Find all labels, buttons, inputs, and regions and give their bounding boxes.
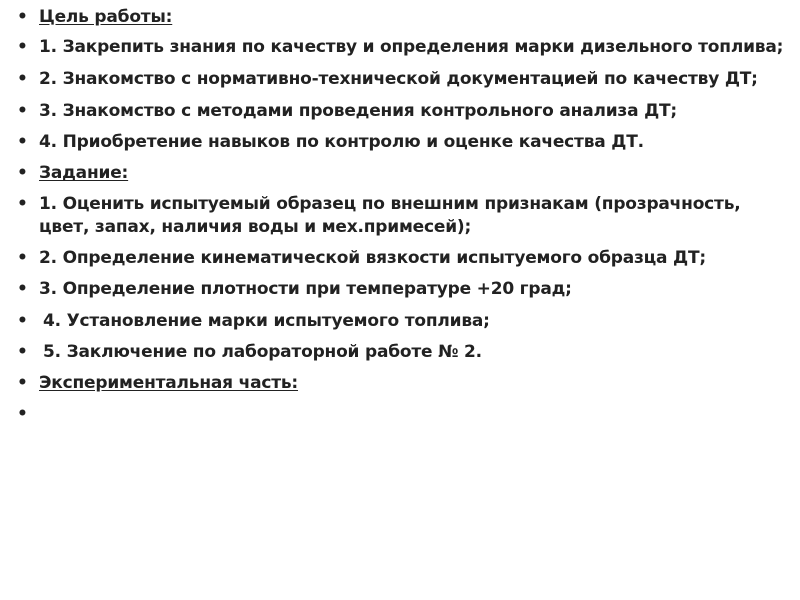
bullet-list: [17, 6, 792, 424]
list-item: [17, 68, 792, 91]
bullet-icon: •: [17, 342, 28, 362]
bullet-icon: •: [17, 373, 28, 393]
list-item: [17, 193, 792, 239]
list-item-text: 4. Приобретение навыков по контролю и оценке качества ДТ.: [39, 132, 644, 152]
list-item-text: 3. Знакомство с методами проведения контрольного анализа ДТ;: [39, 101, 678, 121]
bullet-icon: •: [17, 69, 28, 89]
bullet-icon: •: [17, 163, 28, 183]
list-item-experimental-heading: [17, 372, 792, 395]
list-item-text: 1. Оценить испытуемый образец по внешним признакам (прозрачность, цвет, запах, наличия воды и мех.примесей);: [39, 194, 741, 237]
list-item-text: 2. Определение кинематической вязкости испытуемого образца ДТ;: [39, 248, 706, 268]
list-item: [17, 310, 792, 333]
list-item-task-heading: [17, 162, 792, 185]
bullet-icon: •: [17, 194, 28, 214]
list-item: [17, 100, 792, 123]
task-heading: Задание:: [39, 163, 129, 183]
experimental-heading: Экспериментальная часть:: [39, 373, 299, 393]
list-item: [17, 247, 792, 270]
list-item: [17, 341, 792, 364]
bullet-icon: •: [17, 311, 28, 331]
bullet-icon: •: [17, 248, 28, 268]
bullet-icon: •: [17, 404, 28, 424]
bullet-icon: •: [17, 101, 28, 121]
list-item-text: 1. Закрепить знания по качеству и определения марки дизельного топлива;: [39, 37, 784, 57]
bullet-icon: •: [17, 132, 28, 152]
bullet-icon: •: [17, 7, 28, 27]
list-item-text: 2. Знакомство с нормативно-технической документацией по качеству ДТ;: [39, 69, 758, 89]
list-item: [17, 131, 792, 154]
list-item-text: 4. Установление марки испытуемого топлива;: [43, 311, 490, 331]
bullet-icon: •: [17, 279, 28, 299]
list-item-text: 5. Заключение по лабораторной работе № 2.: [43, 342, 482, 362]
list-item-goal-heading: [17, 6, 792, 29]
bullet-icon: •: [17, 37, 28, 57]
list-item: [17, 278, 792, 301]
list-item-text: 3. Определение плотности при температуре +20 град;: [39, 279, 572, 299]
goal-heading: Цель работы:: [39, 7, 173, 27]
list-item: [17, 36, 792, 59]
